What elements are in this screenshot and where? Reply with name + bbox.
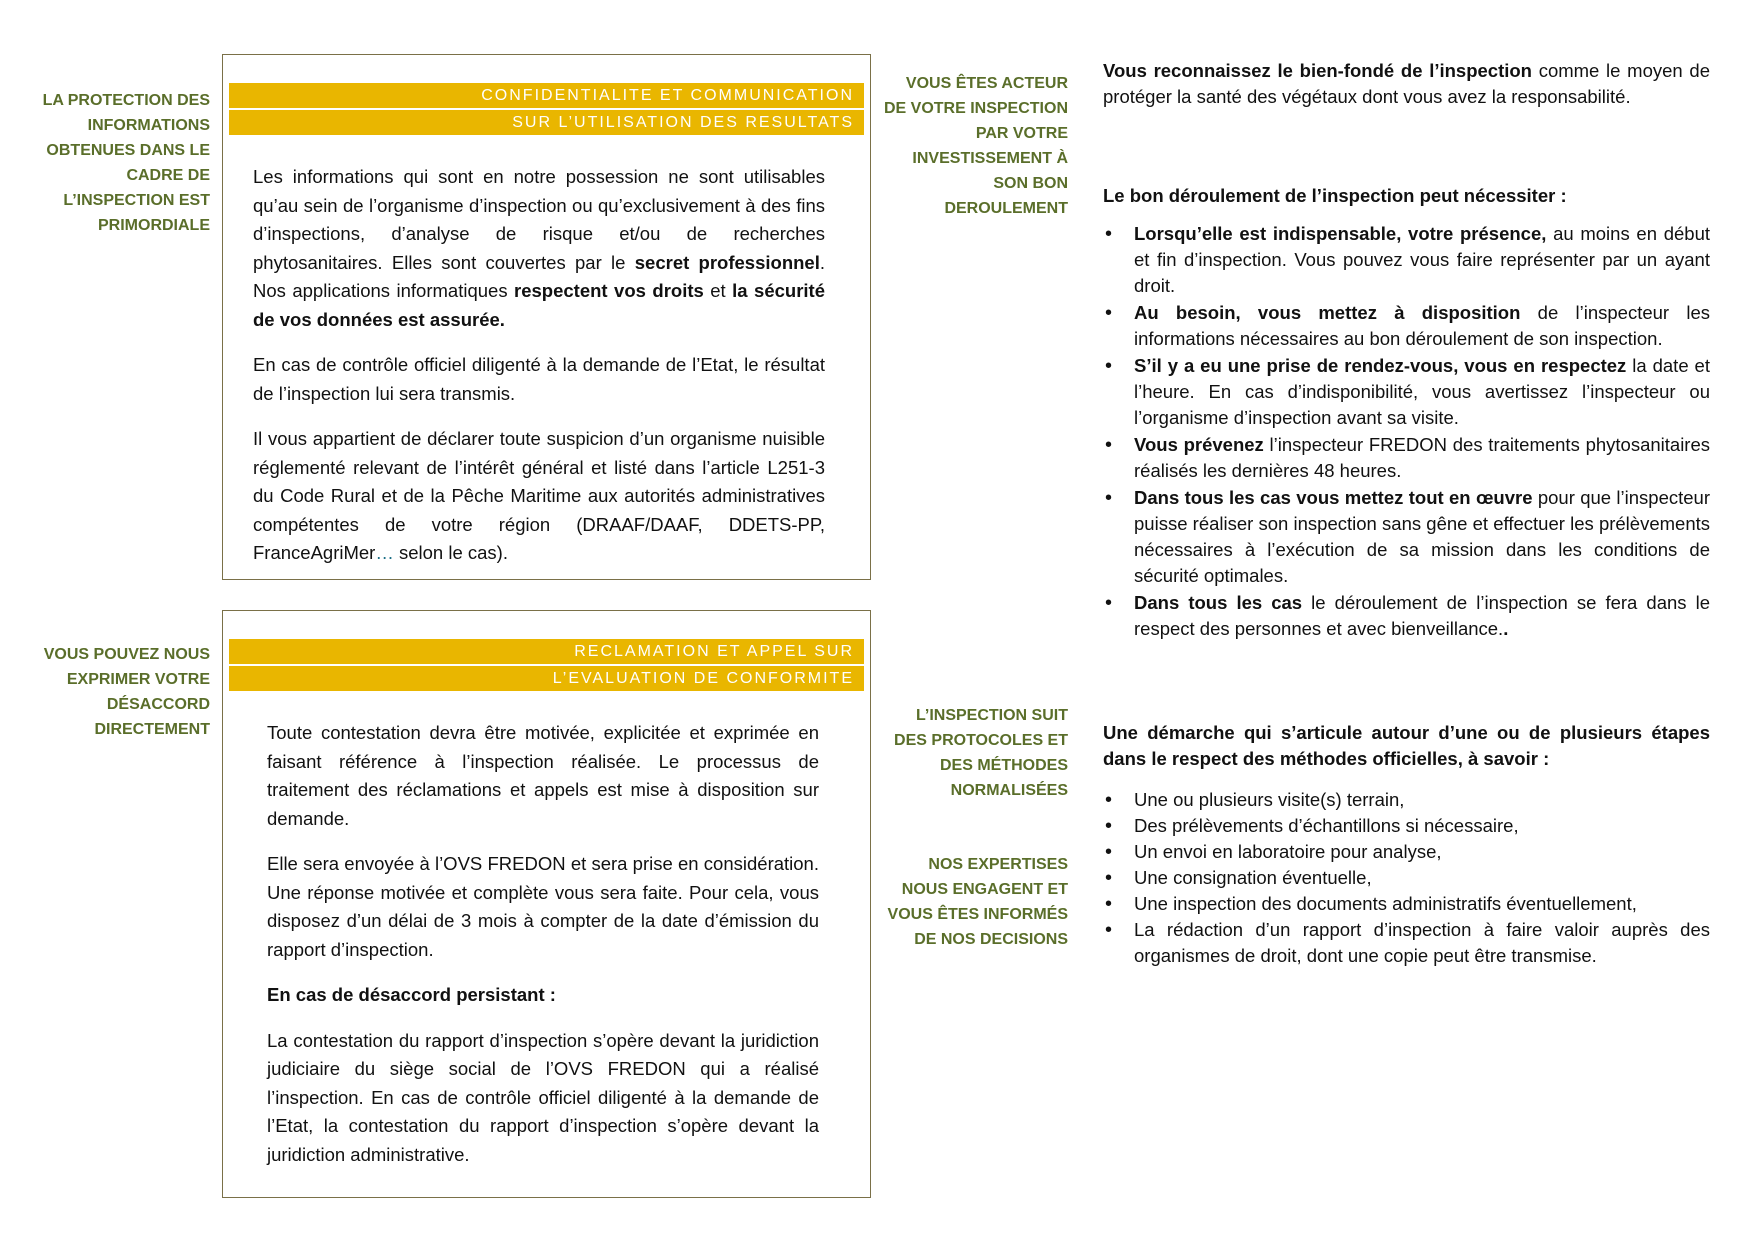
side-label-acteur: VOUS ÊTES ACTEUR DE VOTRE INSPECTION PAR VOTRE INVESTISSEMENT À SON BON DEROULEMENT	[883, 75, 1068, 217]
list-item: • Une consignation éventuelle,	[1103, 865, 1710, 891]
side-label-protocoles: L’INSPECTION SUIT DES PROTOCOLES ET DES MÉTHODES NORMALISÉES	[894, 707, 1068, 799]
banner-line: CONFIDENTIALITE ET COMMUNICATION	[481, 87, 854, 104]
protocoles-heading: Une démarche qui s’articule autour d’une ou de plusieurs étapes dans le respect des méthodes officielles, à savoir :	[1103, 722, 1710, 769]
list-item: • S’il y a eu une prise de rendez-vous, vous en respectez la date et l’heure. En cas d’indisponibilité, vous avertissez l’inspecteur ou l’organisme d’inspection avant sa visite.	[1103, 353, 1710, 431]
acteur-heading: Le bon déroulement de l’inspection peut nécessiter :	[1103, 185, 1567, 206]
paragraph: Toute contestation devra être motivée, explicitée et exprimée en faisant référence à l’inspection réalisée. Le processus de traitement des réclamations et appels est mise à disposition sur demande.	[267, 722, 819, 829]
list-item: • Des prélèvements d’échantillons si nécessaire,	[1103, 813, 1710, 839]
list-item: • La rédaction d’un rapport d’inspection à faire valoir auprès des organismes de droit, dont une copie peut être transmise.	[1103, 917, 1710, 969]
reclamation-banner	[229, 639, 864, 691]
paragraph: Les informations qui sont en notre possession ne sont utilisables qu’au sein de l’organisme d’inspection ou qu’exclusivement à des fins d’inspections, d’analyse de risque et/ou de recherches phytosanitaires. Elles sont couvertes par le secret professionnel. Nos applications informatiques respectent vos droits et la sécurité de vos données est assurée.	[253, 166, 825, 330]
paragraph: La contestation du rapport d’inspection s’opère devant la juridiction judiciaire du siège social de l’OVS FREDON qui a réalisé l’inspection. En cas de contrôle officiel diligenté à la demande de l’Etat, la contestation du rapport d’inspection s’opère devant la juridiction administrative.	[267, 1029, 819, 1165]
side-label-protection: LA PROTECTION DES INFORMATIONS OBTENUES DANS LE CADRE DE L’INSPECTION EST PRIMORDIALE	[42, 92, 210, 234]
list-item: • Vous prévenez l’inspecteur FREDON des traitements phytosanitaires réalisés les dernières 48 heures.	[1103, 432, 1710, 484]
acteur-text	[1103, 58, 1710, 110]
side-label-reclamation: VOUS POUVEZ NOUS EXPRIMER VOTRE DÉSACCORD DIRECTEMENT	[43, 646, 210, 738]
banner-line: L’EVALUATION DE CONFORMITE	[229, 664, 864, 691]
confidentiality-text	[253, 163, 825, 568]
list-item: • Un envoi en laboratoire pour analyse,	[1103, 839, 1710, 865]
paragraph: Elle sera envoyée à l’OVS FREDON et sera prise en considération. Une réponse motivée et complète vous sera faite. Pour cela, vous disposez d’un délai de 3 mois à compter de la date d’émission du rapport d’inspection.	[267, 853, 819, 960]
reclamation-text	[267, 719, 819, 1169]
reclamation-box	[222, 610, 871, 1198]
list-item: • Dans tous les cas vous mettez tout en œuvre pour que l’inspecteur puisse réaliser son inspection sans gêne et effectuer les prélèvements nécessaires à l’exécution de sa mission dans les conditions de sécurité optimales.	[1103, 485, 1710, 589]
protocoles-block	[1103, 720, 1710, 969]
protocoles-list	[1103, 787, 1710, 969]
list-item: • Lorsqu’elle est indispensable, votre présence, au moins en début et fin d’inspection. Vous pouvez vous faire représenter par un ayant droit.	[1103, 221, 1710, 299]
confidentiality-banner	[229, 83, 864, 135]
list-item: • Dans tous les cas le déroulement de l’inspection se fera dans le respect des personnes et avec bienveillance..	[1103, 590, 1710, 642]
banner-line: SUR L’UTILISATION DES RESULTATS	[229, 108, 864, 135]
paragraph: Il vous appartient de déclarer toute suspicion d’un organisme nuisible réglementé relevant de l’intérêt général et listé dans l’article L251-3 du Code Rural et de la Pêche Maritime aux autorités administratives compétentes de votre région (DRAAF/DAAF, DDETS-PP, FranceAgriMer… selon le cas).	[253, 428, 825, 563]
paragraph: En cas de contrôle officiel diligenté à la demande de l’Etat, le résultat de l’inspection lui sera transmis.	[253, 354, 825, 404]
paragraph-heading: En cas de désaccord persistant :	[267, 984, 556, 1005]
confidentiality-box	[222, 54, 871, 580]
acteur-intro: Vous reconnaissez le bien-fondé de l’inspection comme le moyen de protéger la santé des végétaux dont vous avez la responsabilité.	[1103, 60, 1710, 107]
acteur-list-block	[1103, 183, 1710, 643]
side-label-expertises: NOS EXPERTISES NOUS ENGAGENT ET VOUS ÊTES INFORMÉS DE NOS DECISIONS	[887, 856, 1068, 948]
list-item: • Au besoin, vous mettez à disposition de l’inspecteur les informations nécessaires au bon déroulement de son inspection.	[1103, 300, 1710, 352]
acteur-list	[1103, 221, 1710, 642]
banner-line: RECLAMATION ET APPEL SUR	[574, 643, 854, 660]
list-item: • Une inspection des documents administratifs éventuellement,	[1103, 891, 1710, 917]
list-item: • Une ou plusieurs visite(s) terrain,	[1103, 787, 1710, 813]
